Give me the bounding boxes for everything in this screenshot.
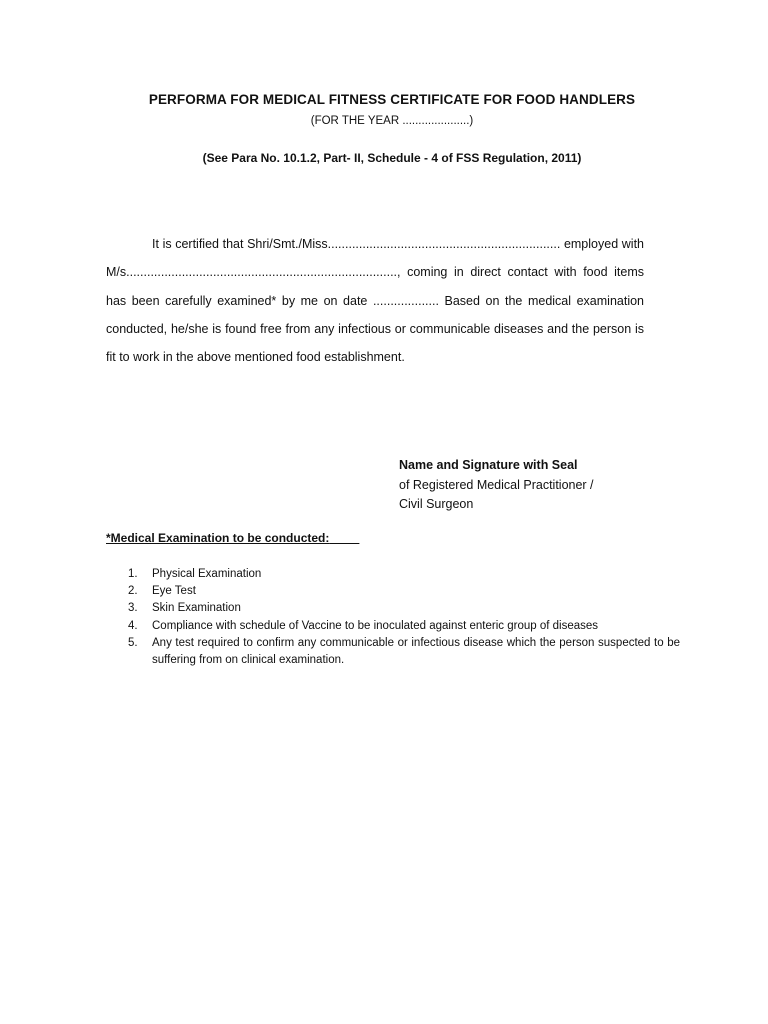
- list-item: [106, 635, 680, 669]
- list-item-text: Compliance with schedule of Vaccine to be inoculated against enteric group of diseases: [152, 619, 599, 632]
- list-item-number: 4.: [128, 619, 138, 632]
- signature-heading: Name and Signature with Seal: [399, 458, 578, 472]
- signature-line-surgeon: Civil Surgeon: [399, 497, 474, 511]
- signature-line-practitioner: of Registered Medical Practitioner /: [399, 477, 594, 492]
- list-item-text: Any test required to confirm any communicable or infectious disease which the person suspected to be suffering from on clinical examination.: [152, 636, 680, 667]
- regulation-reference: (See Para No. 10.1.2, Part- II, Schedule - 4 of FSS Regulation, 2011): [202, 151, 582, 165]
- signature-block: [399, 456, 594, 515]
- list-item-text: Physical Examination: [152, 568, 262, 580]
- exam-list: [106, 566, 680, 669]
- list-item: [106, 600, 680, 617]
- list-item: [106, 618, 680, 635]
- year-line: (FOR THE YEAR .....................): [310, 115, 474, 127]
- list-item-text: Eye Test: [152, 585, 196, 598]
- list-item-text: Skin Examination: [152, 602, 241, 615]
- list-item-number: 3.: [128, 602, 138, 615]
- list-item: [106, 566, 680, 583]
- exam-heading-underline-trail: [329, 531, 359, 545]
- certificate-body: [106, 230, 644, 371]
- list-item-number: 2.: [128, 585, 138, 598]
- exam-heading-text: *Medical Examination to be conducted:: [106, 531, 330, 545]
- certificate-body-text: It is certified that Shri/Smt./Miss................................................................... employed with M/s.............................................................................., coming in direct contact with food items has been carefully examined* by me on date ................... Based on the medical examination conducted, he/she is found free from any infectious or communicable diseases and the person is fit to work in the above mentioned food establishment.: [106, 237, 644, 365]
- list-item-number: 1.: [128, 568, 138, 580]
- list-item: [106, 583, 680, 600]
- list-item-number: 5.: [128, 636, 138, 649]
- document-title: PERFORMA FOR MEDICAL FITNESS CERTIFICATE FOR FOOD HANDLERS: [148, 92, 636, 107]
- exam-heading: [106, 531, 359, 545]
